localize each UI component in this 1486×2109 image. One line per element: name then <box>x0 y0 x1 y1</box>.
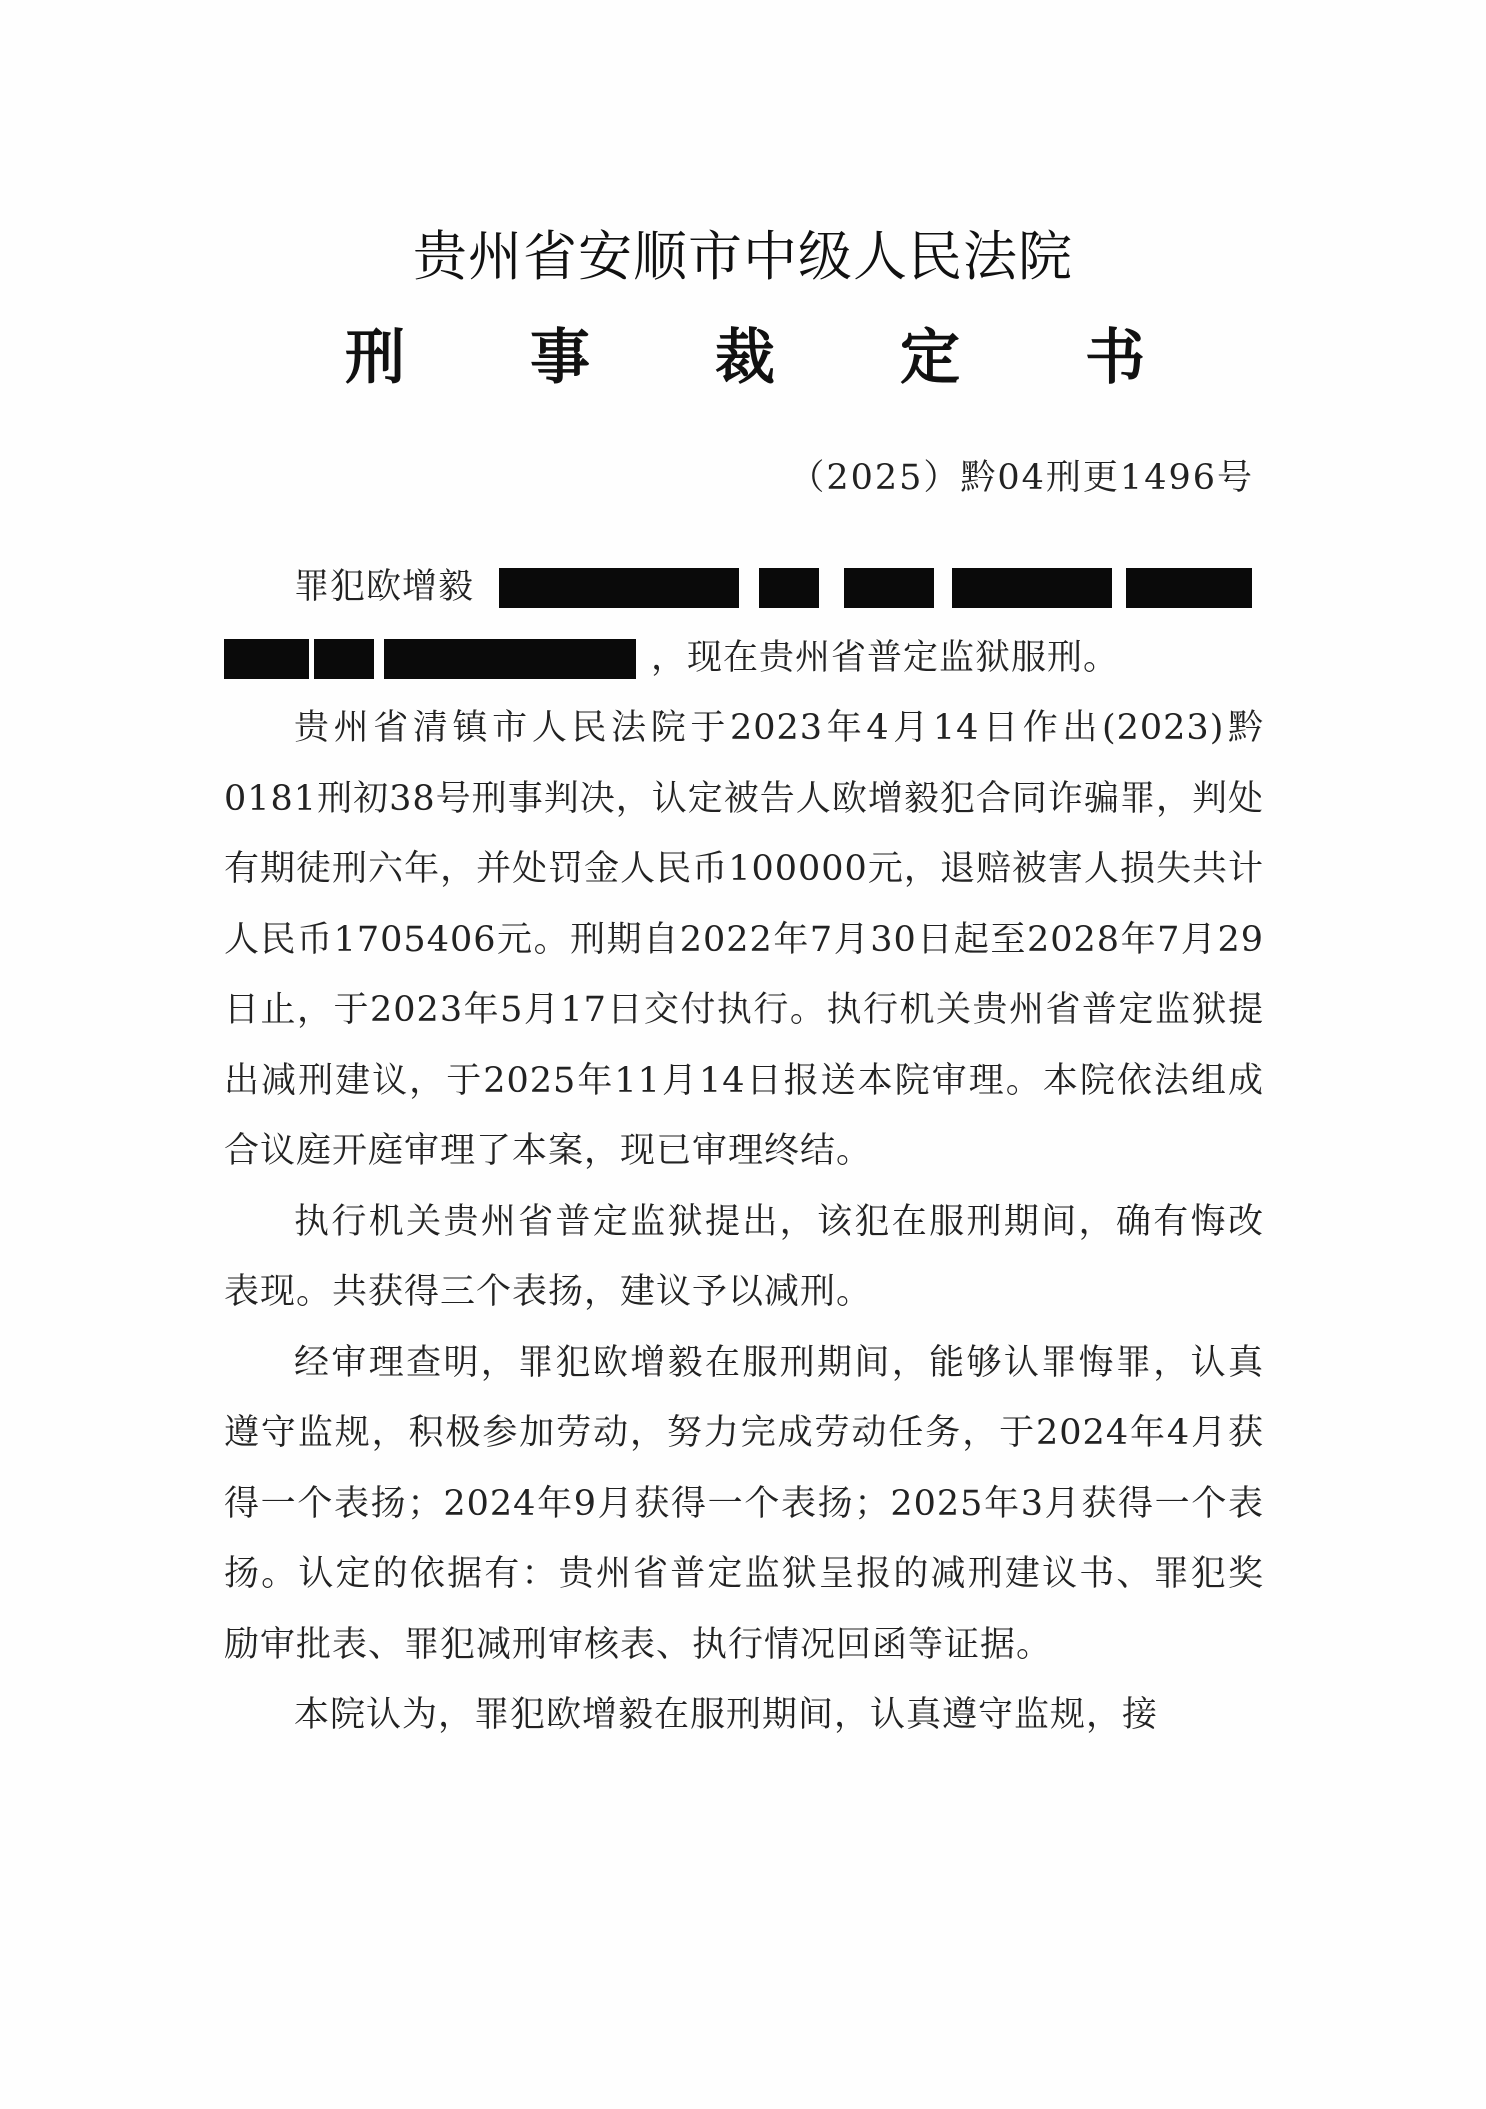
paragraph-court-opinion: 本院认为，罪犯欧增毅在服刑期间，认真遵守监规，接 <box>294 1695 1159 1735</box>
defendant-lead: 罪犯欧增毅 <box>294 567 475 607</box>
redaction-bar <box>384 639 636 679</box>
redaction-bar <box>224 639 309 679</box>
doc-type-char: 事 <box>530 323 590 393</box>
defendant-info-line-2 <box>224 623 1264 694</box>
doc-type-char: 书 <box>1085 323 1145 393</box>
redaction-bar <box>952 568 1112 608</box>
court-name: 贵州省安顺市中级人民法院 <box>413 225 1073 288</box>
redaction-bar <box>499 568 739 608</box>
doc-type-char: 刑 <box>345 323 405 393</box>
doc-type-char: 裁 <box>715 323 775 393</box>
defendant-info-line-1 <box>224 552 1264 623</box>
case-number: （2025）黔04刑更1496号 <box>789 458 1254 498</box>
ruling-body <box>224 552 1264 1751</box>
document-type-title <box>345 310 1145 396</box>
redaction-bar <box>1126 568 1252 608</box>
paragraph-findings: 经审理查明，罪犯欧增毅在服刑期间，能够认罪悔罪，认真遵守监规，积极参加劳动，努力完成劳动任务，于2024年4月获得一个表扬；2024年9月获得一个表扬；2025年3月获得一个表扬。认定的依据有：贵州省普定监狱呈报的减刑建议书、罪犯奖励审批表、罪犯减刑审核表、执行情况回函等证据。 <box>224 1342 1264 1665</box>
paragraph-original-judgment: 贵州省清镇市人民法院于2023年4月14日作出(2023)黔0181刑初38号刑事判决，认定被告人欧增毅犯合同诈骗罪，判处有期徒刑六年，并处罚金人民币100000元，退赔被害人损失共计人民币1705406元。刑期自2022年7月30日起至2028年7月29日止，于2023年5月17日交付执行。执行机关贵州省普定监狱提出减刑建议，于2025年11月14日报送本院审理。本院依法组成合议庭开庭审理了本案，现已审理终结。 <box>224 708 1264 1171</box>
redaction-bar <box>844 568 934 608</box>
paragraph-prison-proposal: 执行机关贵州省普定监狱提出，该犯在服刑期间，确有悔改表现。共获得三个表扬，建议予以减刑。 <box>224 1201 1264 1312</box>
redaction-bar <box>314 639 374 679</box>
redaction-bar <box>759 568 819 608</box>
defendant-location: ，现在贵州省普定监狱服刑。 <box>651 637 1120 678</box>
doc-type-char: 定 <box>900 323 960 393</box>
